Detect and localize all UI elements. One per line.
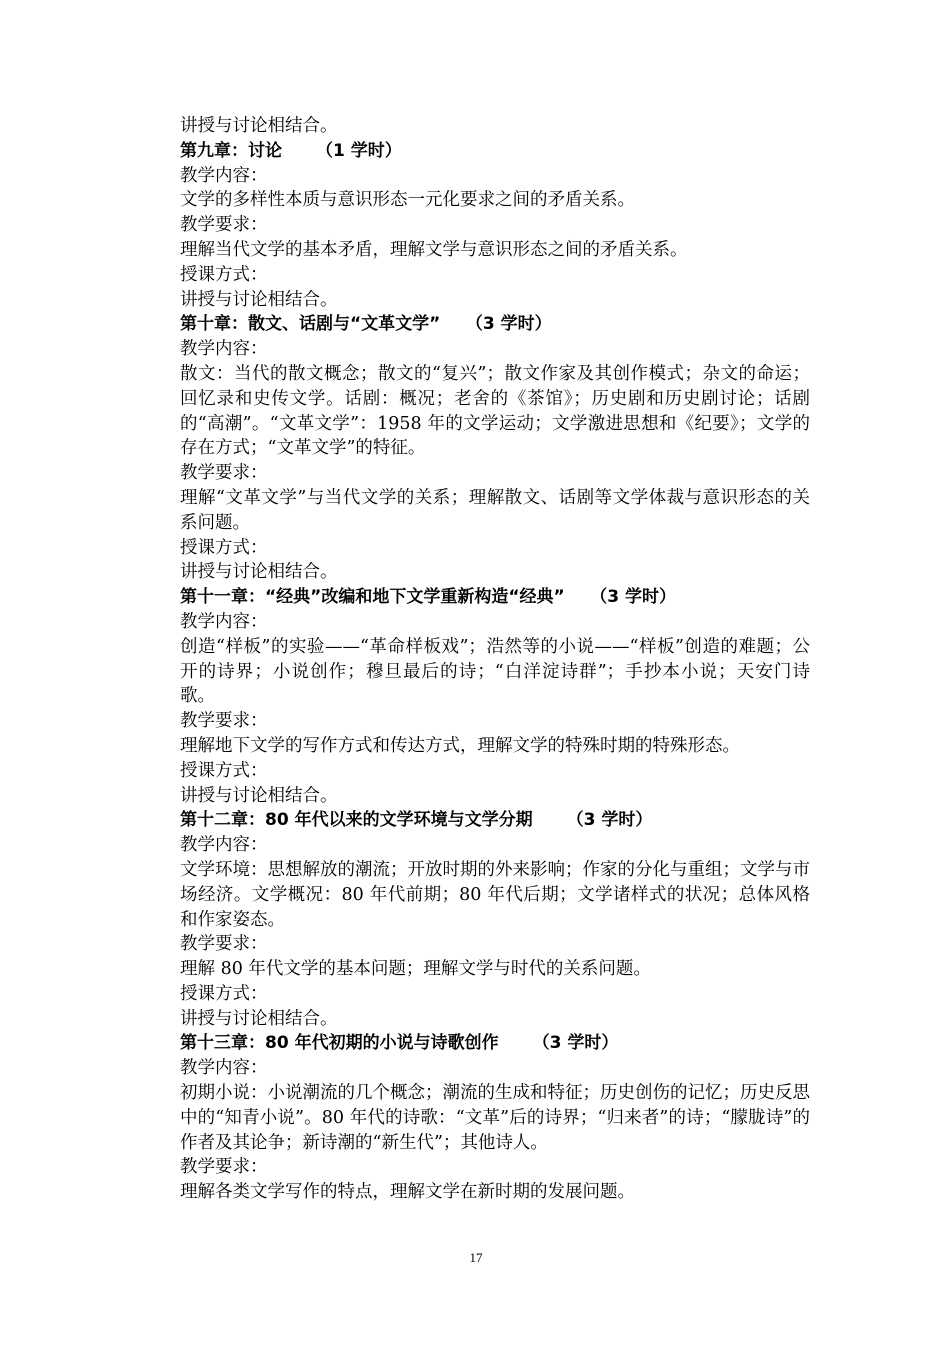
- requirement-label: 教学要求：: [180, 711, 268, 732]
- requirement-text: 理解当代文学的基本矛盾，理解文学与意识形态之间的矛盾关系。: [180, 239, 688, 260]
- requirement-text: 理解 80 年代文学的基本问题；理解文学与时代的关系问题。: [180, 959, 651, 980]
- content-label: 教学内容：: [180, 611, 268, 632]
- chapter-title: 第九章：讨论: [180, 140, 282, 161]
- requirement-label: 教学要求：: [180, 463, 268, 484]
- requirement-text: 理解各类文学写作的特点，理解文学在新时期的发展问题。: [180, 1182, 635, 1203]
- requirement-text: 理解“文革文学”与当代文学的关系；理解散文、话剧等文学体裁与意识形态的关系问题。: [180, 487, 810, 533]
- chapter-hours: （3 学时）: [566, 810, 653, 831]
- requirement-label: 教学要求：: [180, 215, 268, 236]
- chapter-title: 第十二章：80 年代以来的文学环境与文学分期: [180, 810, 533, 831]
- chapter-hours: （1 学时）: [316, 140, 402, 161]
- chapter-title: 第十一章：“经典”改编和地下文学重新构造“经典”: [180, 587, 565, 608]
- content-label: 教学内容：: [180, 1058, 268, 1079]
- content-text: 初期小说：小说潮流的几个概念；潮流的生成和特征；历史创伤的记忆；历史反思中的“知青小说”。80 年代的诗歌：“文革”后的诗界；“归来者”的诗；“朦胧诗”的作者及其论争；新诗潮的“新生代”；其他诗人。: [180, 1083, 810, 1153]
- chapter-hours: （3 学时）: [532, 1033, 619, 1054]
- method-label: 授课方式：: [180, 537, 268, 558]
- content-label: 教学内容：: [180, 835, 268, 856]
- method-text: 讲授与讨论相结合。: [180, 785, 338, 806]
- method-text: 讲授与讨论相结合。: [180, 1008, 338, 1029]
- chapter-hours: （3 学时）: [474, 314, 552, 335]
- method-label: 授课方式：: [180, 983, 268, 1004]
- page-number: 17: [469, 1250, 483, 1265]
- chapter-heading: [180, 808, 810, 833]
- chapter-heading: [180, 585, 810, 610]
- chapter-heading: [180, 312, 810, 337]
- content-text: 散文：当代的散文概念；散文的“复兴”；散文作家及其创作模式；杂文的命运；回忆录和史传文学。话剧：概况；老舍的《茶馆》；历史剧和历史剧讨论；话剧的“高潮”。“文革文学”：1958 年的文学运动；文学激进思想和《纪要》；文学的存在方式；“文革文学”的特征。: [180, 363, 810, 459]
- method-label: 授课方式：: [180, 264, 268, 285]
- content-label: 教学内容：: [180, 165, 268, 186]
- intro-line: 讲授与讨论相结合。: [180, 116, 338, 136]
- chapter-title: 第十章：散文、话剧与“文革文学”: [180, 314, 441, 335]
- method-text: 讲授与讨论相结合。: [180, 289, 338, 310]
- requirement-label: 教学要求：: [180, 934, 268, 955]
- document-body: [180, 114, 810, 1205]
- chapter-title: 第十三章：80 年代初期的小说与诗歌创作: [180, 1033, 499, 1054]
- chapter-heading: [180, 1031, 810, 1056]
- requirement-text: 理解地下文学的写作方式和传达方式，理解文学的特殊时期的特殊形态。: [180, 735, 740, 756]
- content-text: 文学的多样性本质与意识形态一元化要求之间的矛盾关系。: [180, 190, 635, 211]
- method-label: 授课方式：: [180, 760, 268, 781]
- requirement-label: 教学要求：: [180, 1157, 268, 1178]
- chapter-hours: （3 学时）: [598, 587, 676, 608]
- chapter-heading: [180, 139, 810, 164]
- content-text: 文学环境：思想解放的潮流；开放时期的外来影响；作家的分化与重组；文学与市场经济。文学概况：80 年代前期；80 年代后期；文学诸样式的状况；总体风格和作家姿态。: [180, 859, 810, 930]
- content-text: 创造“样板”的实验——“革命样板戏”；浩然等的小说——“样板”创造的难题；公开的诗界；小说创作；穆旦最后的诗；“白洋淀诗群”；手抄本小说；天安门诗歌。: [180, 636, 810, 707]
- content-label: 教学内容：: [180, 339, 268, 360]
- method-text: 讲授与讨论相结合。: [180, 562, 338, 583]
